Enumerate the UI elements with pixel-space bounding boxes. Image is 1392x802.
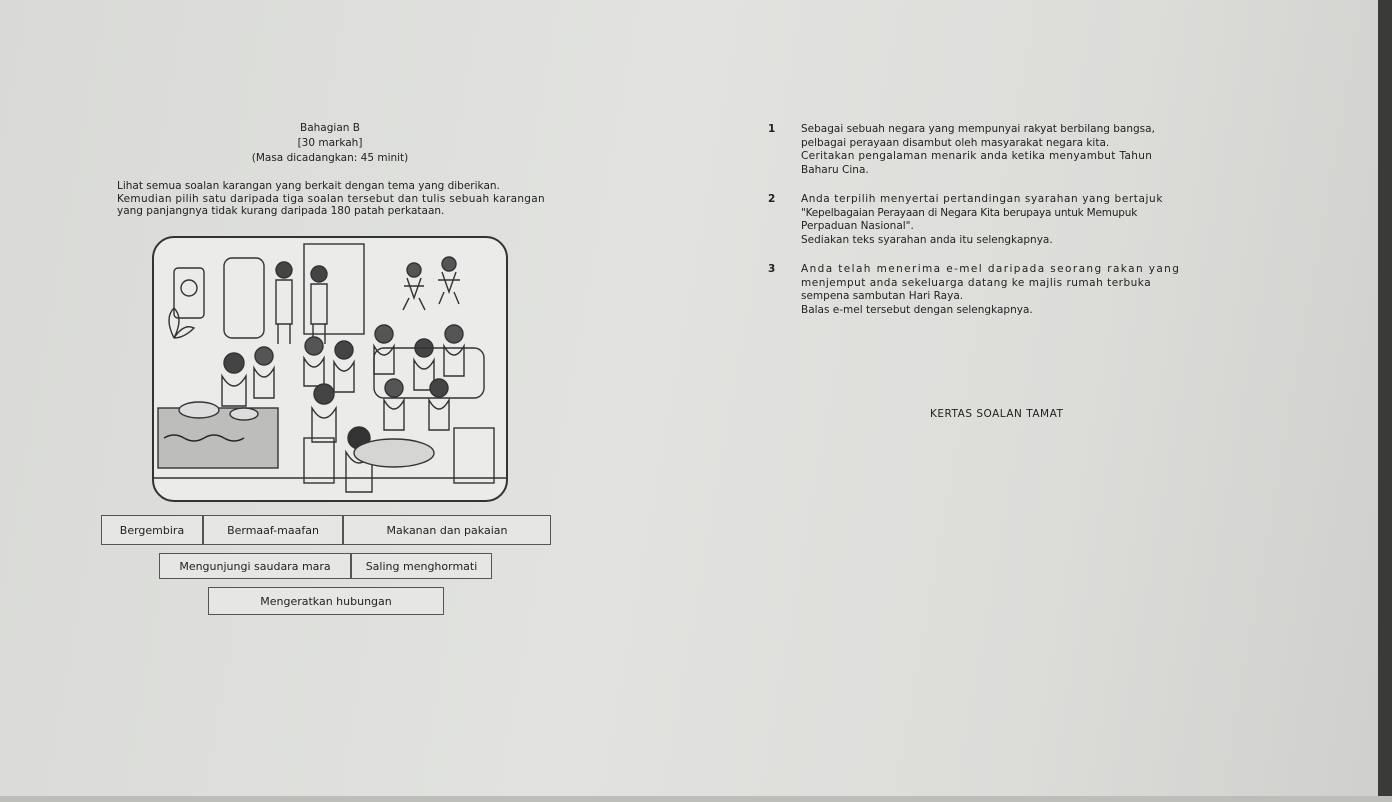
section-title: Bahagian B <box>300 122 360 134</box>
question-text-line: sempena sambutan Hari Raya. <box>801 290 964 302</box>
cabinet <box>224 258 264 338</box>
question-2 <box>768 193 1218 247</box>
question-text-line: Baharu Cina. <box>801 163 869 176</box>
question-3 <box>768 263 1218 317</box>
theme-box: Bermaaf-maafan <box>203 515 343 545</box>
question-text-line: Anda telah menerima e-mel daripada seorang rakan yang <box>801 263 1181 275</box>
instruction-line: Kemudian pilih satu daripada tiga soalan tersebut dan tulis sebuah karangan <box>117 192 545 205</box>
illustration-hari-raya-gathering <box>152 236 508 502</box>
question-text-line: Sebagai sebuah negara yang mempunyai rakyat berbilang bangsa, <box>801 123 1155 135</box>
question-text-line: Sediakan teks syarahan anda itu selengkapnya. <box>801 233 1053 246</box>
question-text-line: pelbagai perayaan disambut oleh masyarakat negara kita. <box>801 136 1110 149</box>
question-text-line: "Kepelbagaian Perayaan di Negara Kita berupaya untuk Memupuk <box>801 206 1138 219</box>
illustration-drawing <box>154 238 506 500</box>
question-text-line: Ceritakan pengalaman menarik anda ketika menyambut Tahun <box>801 150 1153 162</box>
question-text-line: Perpaduan Nasional". <box>801 220 914 232</box>
theme-box: Mengunjungi saudara mara <box>159 553 351 579</box>
section-marks: [30 markah] <box>297 137 363 149</box>
end-of-paper-note: KERTAS SOALAN TAMAT <box>930 408 1064 420</box>
theme-box: Mengeratkan hubungan <box>208 587 444 615</box>
question-number: 1 <box>768 123 776 135</box>
wall-clock <box>174 268 204 318</box>
question-text-line: Anda terpilih menyertai pertandingan syarahan yang bertajuk <box>801 193 1163 205</box>
doorway <box>304 244 364 334</box>
theme-box: Makanan dan pakaian <box>343 515 551 545</box>
question-1 <box>768 123 1218 177</box>
instruction-line: Lihat semua soalan karangan yang berkait dengan tema yang diberikan. <box>117 180 500 192</box>
theme-box: Saling menghormati <box>351 553 492 579</box>
question-number: 2 <box>768 193 776 205</box>
question-list <box>768 123 1218 333</box>
instructions <box>117 180 587 218</box>
theme-box: Bergembira <box>101 515 203 545</box>
instruction-line: yang panjangnya tidak kurang daripada 180 patah perkataan. <box>117 205 445 217</box>
section-time: (Masa dicadangkan: 45 minit) <box>251 152 409 164</box>
question-number: 3 <box>768 263 776 275</box>
question-text-line: Balas e-mel tersebut dengan selengkapnya. <box>801 303 1033 316</box>
question-text-line: menjemput anda sekeluarga datang ke majlis rumah terbuka <box>801 276 1152 289</box>
paper-bottom-edge <box>0 796 1392 802</box>
background-edge <box>1378 0 1392 802</box>
section-header <box>200 121 460 166</box>
